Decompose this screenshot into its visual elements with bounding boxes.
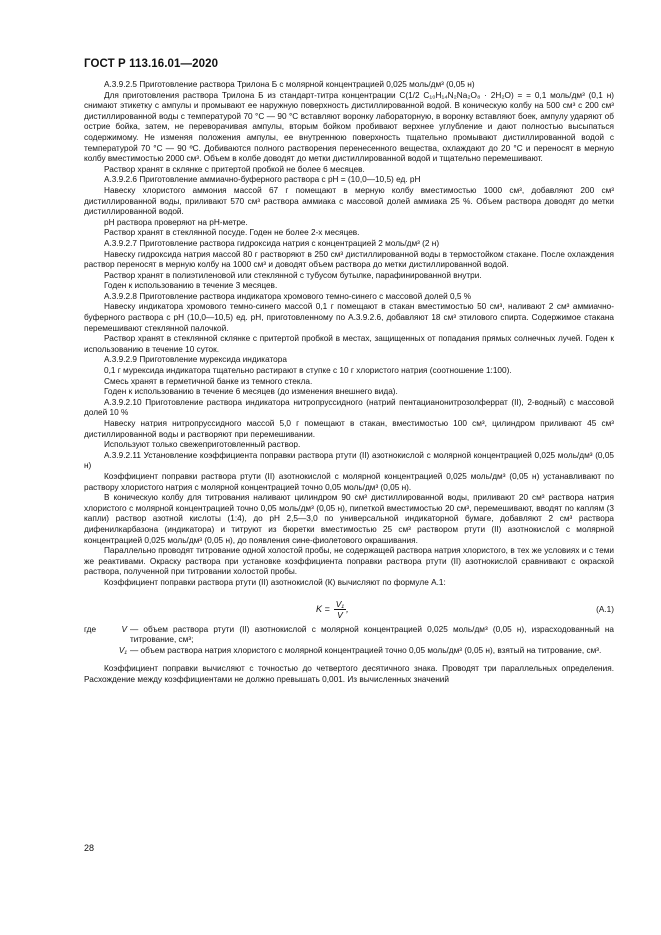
paragraph: Коэффициент поправки раствора ртути (II) азотнокислой с молярной концентрацией 0,025 моль/дм³ (0,05 н) устанавливают по раствору хлористого натрия с молярной концентрацией точно 0,05 моль/дм³ (0,05 н). [84, 471, 614, 492]
legend-label: где [84, 624, 97, 634]
paragraph: Навеску индикатора хромового темно-синего массой 0,1 г помещают в стакан вместимостью 50 см³, наливают 2 см³ аммиачно-буферного раствора с рН (10,0—10,5) ед. рН, приготовленному по А.3.9.2.6, добавляют 18 см³ этилового спирта. Содержимое стакана перемешивают стеклянной палочкой. [84, 302, 614, 333]
formula-expression [316, 599, 349, 620]
legend-symbol: V₁ [118, 645, 127, 655]
paragraph-list [84, 80, 614, 589]
paragraph: Навеску натрия нитропруссидного массой 5,0 г помещают в стакан, вместимостью 100 см³, цилиндром приливают 45 см³ дистиллированной воды и растворяют при перемешивании. [84, 419, 614, 439]
paragraph: Для приготовления раствора Трилона Б из стандарт-титра концентрации С(1/2 С₁₀Н₁₄N₂Na₂O₈ · 2Н₂О) = = 0,1 моль/дм³ (0,1 н) снимают этикетку с ампулы и промывают ее наружную поверхность дистиллированной водой. В коническую колбу на 500 см³ с 200 см³ дистиллированной воды с температурой 70 °С — 90 °С вставляют воронку лабораторную, в воронку вставляют боек, ампулу ударяют об острие бойка, затем, не переворачивая ампулы, вторым бойком пробивают верхнее углубление и дают полностью высыпаться содержимому. Не изменяя положения ампулы, ее внутреннюю поверхность тщательно промывают дистиллированной водой с температурой 70 °С — 90 ºС. Добиваются полного растворения перенесенного вещества, охлаждают до 20 °С и переносят в мерную колбу вместимостью 2000 см³. Объем в колбе доводят до метки дистиллированной водой и тщательно перемешивают. [84, 90, 614, 164]
paragraph: рН раствора проверяют на рН-метре. [104, 217, 248, 227]
paragraph: Раствор хранят в стеклянной склянке с притертой пробкой в местах, защищенных от попадания прямых солнечных лучей. Годен к использованию в течение 10 суток. [84, 334, 614, 354]
paragraph: Годен к использованию в течение 3 месяцев. [104, 281, 278, 291]
paragraph: Раствор хранят в полиэтиленовой или стеклянной с тубусом бутылке, парафинированной внутри. [104, 270, 482, 280]
paragraph: Коэффициент поправки раствора ртути (II) азотнокислой (К) вычисляют по формуле А.1: [104, 577, 446, 587]
paragraph: Раствор хранят в склянке с притертой пробкой не более 6 месяцев. [104, 164, 365, 174]
closing-paragraph: Коэффициент поправки вычисляют с точностью до четвертого десятичного знака. Проводят три параллельных определения. Расхождение между коэффициентами не должно превышать 0,001. Из вычисленных значений [84, 664, 614, 684]
paragraph: Используют только свежеприготовленный раствор. [104, 440, 301, 450]
formula-fraction [334, 599, 346, 620]
formula-legend [84, 625, 614, 657]
paragraph: А.3.9.2.11 Установление коэффициента поправки раствора ртути (II) азотнокислой с молярной концентрацией 0,025 моль/дм³ (0,05 н) [84, 450, 614, 471]
paragraph: Годен к использованию в течение 6 месяцев (до изменения внешнего вида). [104, 387, 398, 397]
formula-denominator: V [337, 609, 343, 620]
paragraph: А.3.9.2.9 Приготовление мурексида индикатора [104, 355, 287, 365]
paragraph: А.3.9.2.8 Приготовление раствора индикатора хромового темно-синего с массовой долей 0,5 % [104, 291, 472, 301]
paragraph: 0,1 г мурексида индикатора тщательно растирают в ступке с 10 г хлористого натрия (соотношение 1:100). [104, 366, 512, 376]
paragraph: Раствор хранят в стеклянной посуде. Годен не более 2-х месяцев. [104, 228, 360, 238]
legend-symbol: V [121, 624, 127, 634]
paragraph: Навеску хлористого аммония массой 67 г помещают в мерную колбу вместимостью 1000 см³, добавляют 200 см³ дистиллированной воды, приливают 570 см³ раствора аммиака с массовой долей аммиака 25 %. Объем раствора доводят до метки дистиллированной водой. [84, 185, 614, 217]
formula-lhs: K = [316, 603, 330, 614]
document-body [84, 80, 614, 685]
legend-definition: — объем раствора ртути (II) азотнокислой с молярной концентрацией 0,025 моль/дм³ (0,05 н), израсходованный на титрование, см³; [130, 624, 614, 645]
paragraph: Параллельно проводят титрование одной холостой пробы, не содержащей раствора натрия хлористого, в тех же условиях и с теми же реактивами. Окраску раствора при установке коэффициента поправки раствора ртути (II) азотнокислой сравнивают с окраской раствора, полученной при титровании холостой пробы. [84, 546, 614, 577]
paragraph: Навеску гидроксида натрия массой 80 г растворяют в 250 см³ дистиллированной воды в термостойком стакане. После охлаждения раствор переносят в мерную колбу на 1000 см³ и доводят объем раствора до метки дистиллированной водой. [84, 249, 614, 270]
formula-numerator: V₁ [335, 598, 345, 609]
paragraph: Смесь хранят в герметичной банке из темного стекла. [104, 376, 313, 386]
paragraph: А.3.9.2.10 Приготовление раствора индикатора нитропруссидного (натрий пентацианонитрозолферрат (II), 2-водный) с массовой долей 10 % [84, 397, 614, 418]
document-header-title: ГОСТ Р 113.16.01—2020 [84, 58, 219, 70]
paragraph: А.3.9.2.6 Приготовление аммиачно-буферного раствора с рН = (10,0—10,5) ед. рН [104, 175, 421, 185]
formula-tail: , [346, 603, 349, 614]
paragraph: А.3.9.2.7 Приготовление раствора гидроксида натрия с концентрацией 2 моль/дм³ (2 н) [104, 238, 440, 248]
legend-definition: — объем раствора натрия хлористого с молярной концентрацией точно 0,05 моль/дм³ (0,05 н), взятый на титрование, см³. [130, 645, 602, 655]
paragraph: А.3.9.2.5 Приготовление раствора Трилона Б с молярной концентрацией 0,025 моль/дм³ (0,05 н) [104, 80, 475, 89]
formula-a1 [84, 593, 614, 623]
formula-number: (A.1) [596, 604, 614, 614]
paragraph: В коническую колбу для титрования наливают цилиндром 90 см³ дистиллированной воды, приливают 20 см³ раствора натрия хлористого с молярной концентрацией точно 0,05 моль/дм³ (0,05 н), пипеткой вместимостью 20 см³, перемешивают, вводят по каплям (3 капли) раствор азотной кислоты (1:4), до рН 2,5—3,0 по универсальной индикаторной бумаге, добавляют 2 см³ раствора дифенилкарбазона (индикатора) и титруют из бюретки вместимостью 25 см³ раствором ртути (II) азотнокислой с молярной концентрацией 0,025 моль/дм³ (0,05 н), до появления сине-фиолетового окрашивания. [84, 493, 614, 545]
page-number: 28 [84, 843, 95, 853]
